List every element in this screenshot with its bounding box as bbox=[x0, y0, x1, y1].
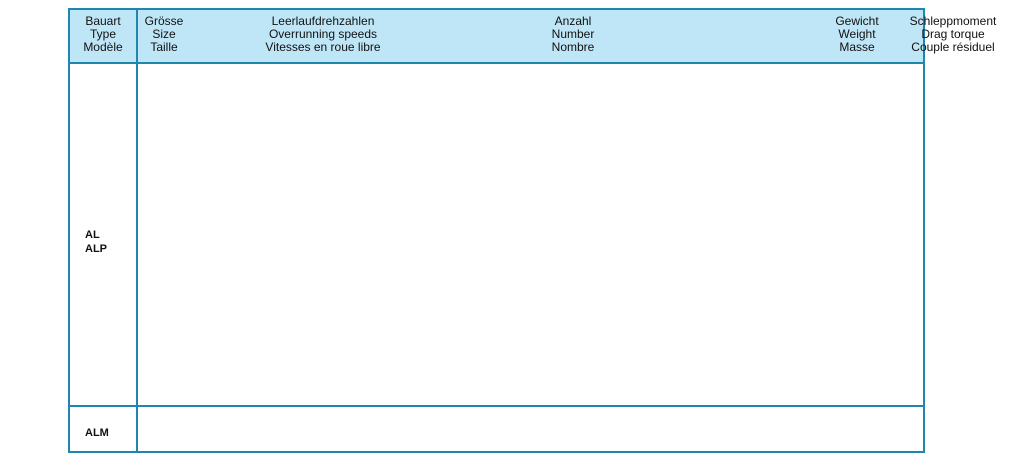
header-gewicht-fr: Masse bbox=[839, 40, 875, 54]
type-alp: ALP bbox=[85, 243, 107, 255]
header-drehzahlen bbox=[233, 15, 413, 54]
header-anzahl-en: Number bbox=[551, 27, 595, 41]
header-schleppmoment-de: Schleppmoment bbox=[909, 14, 997, 28]
header-groesse-en: Size bbox=[152, 27, 176, 41]
header-anzahl-fr: Nombre bbox=[551, 40, 595, 54]
header-drehzahlen-de: Leerlaufdrehzahlen bbox=[271, 14, 375, 28]
type-alm: ALM bbox=[85, 427, 109, 439]
spec-table-frame bbox=[68, 8, 997, 453]
header-bauart bbox=[70, 15, 136, 54]
header-groesse-de: Grösse bbox=[144, 14, 184, 28]
data-area bbox=[138, 10, 997, 451]
header-anzahl-de: Anzahl bbox=[554, 14, 592, 28]
header-schleppmoment bbox=[893, 15, 1013, 54]
header-gewicht-en: Weight bbox=[838, 27, 876, 41]
type-label-al bbox=[85, 228, 107, 256]
header-drehzahlen-fr: Vitesses en roue libre bbox=[265, 40, 381, 54]
header-schleppmoment-fr: Couple résiduel bbox=[911, 40, 995, 54]
header-drehzahlen-en: Overrunning speeds bbox=[268, 27, 378, 41]
header-gewicht-de: Gewicht bbox=[835, 14, 879, 28]
header-anzahl bbox=[508, 15, 638, 54]
type-al: AL bbox=[85, 229, 100, 241]
header-bauart-fr: Modèle bbox=[83, 40, 123, 54]
header-gewicht bbox=[821, 15, 893, 54]
header-bauart-en: Type bbox=[89, 27, 116, 41]
header-groesse-fr: Taille bbox=[150, 40, 178, 54]
header-groesse bbox=[138, 15, 190, 54]
type-label-alm bbox=[85, 426, 109, 440]
type-column bbox=[70, 10, 138, 451]
header-schleppmoment-en: Drag torque bbox=[921, 27, 985, 41]
header-bauart-de: Bauart bbox=[85, 14, 121, 28]
